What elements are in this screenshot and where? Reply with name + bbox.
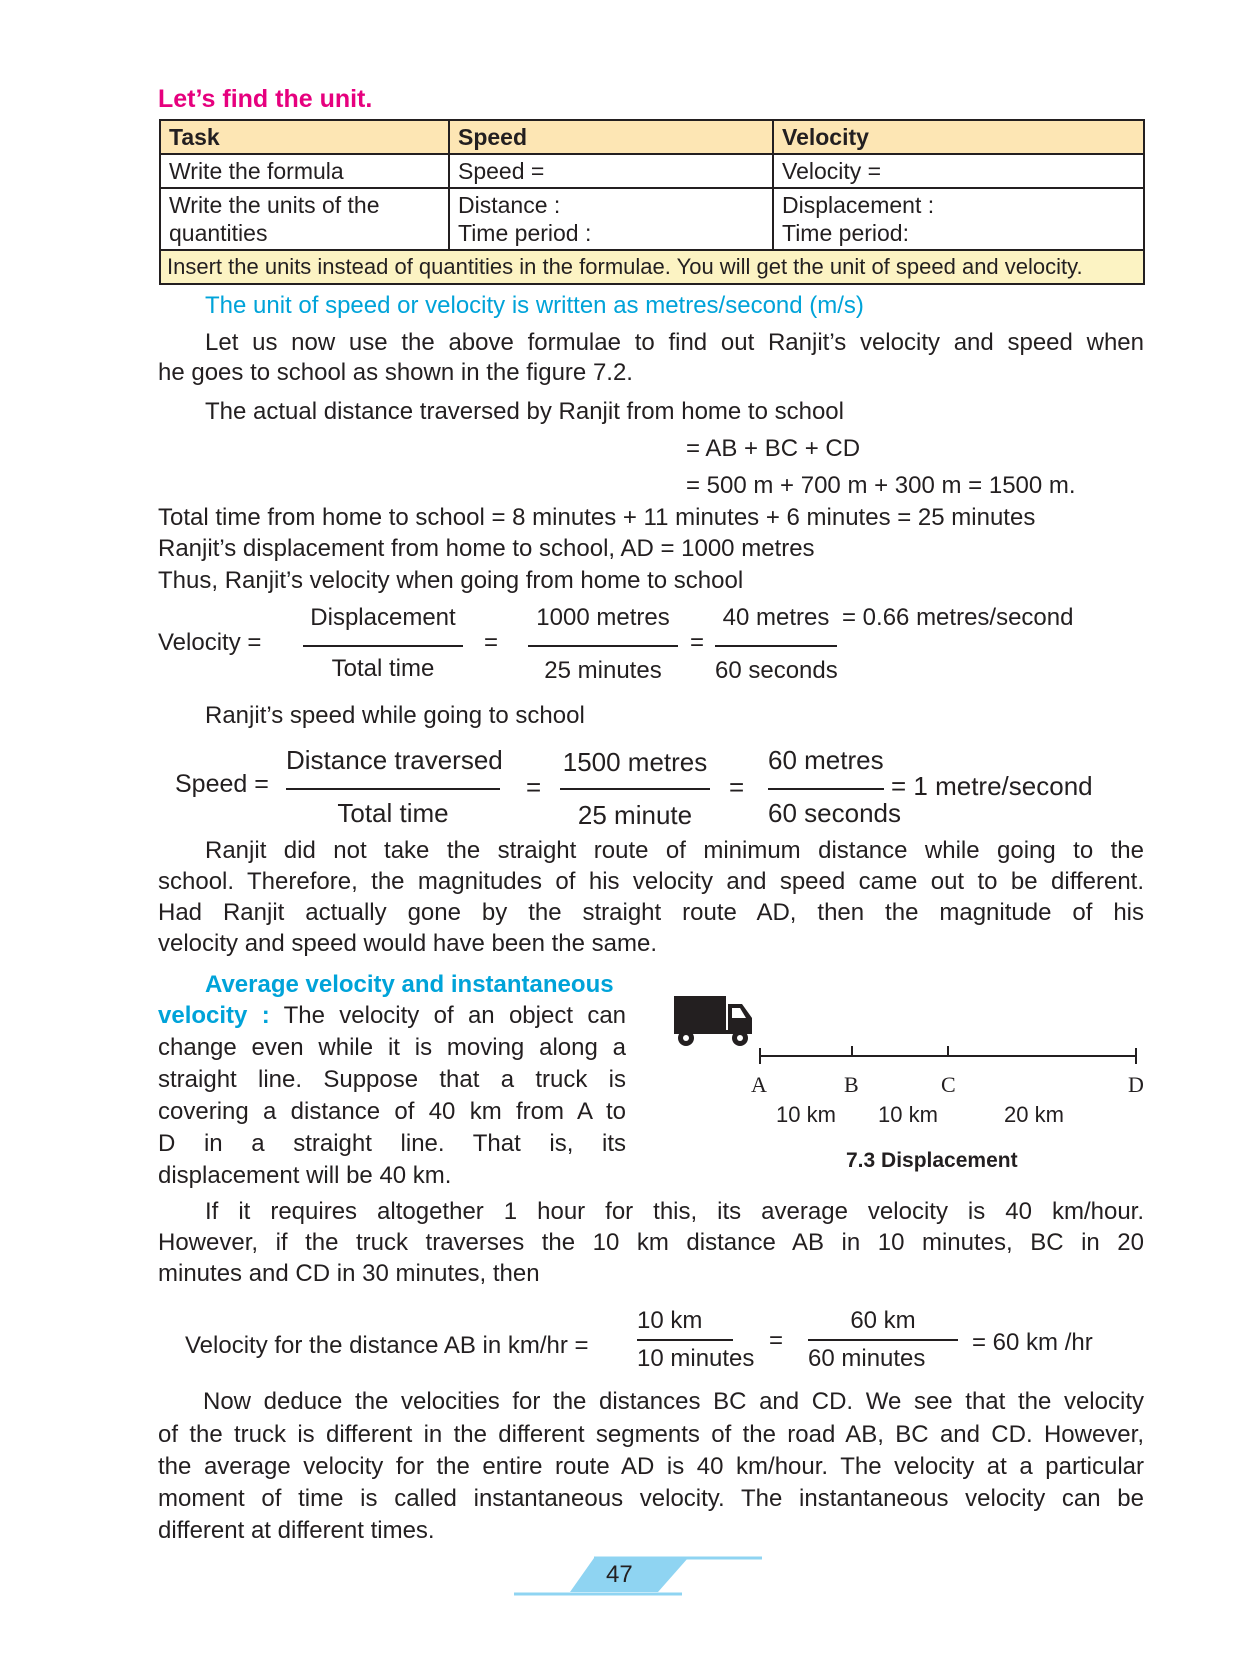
table-note: Insert the units instead of quantities in the formulae. You will get the unit of speed and velocity. — [160, 250, 1144, 284]
paragraph-line: the average velocity for the entire route AD is 40 km/hour. The velocity at a particular — [158, 1453, 1144, 1480]
table-header-cell: Task — [160, 120, 449, 154]
equals-sign: = — [484, 629, 499, 656]
page-number-tab — [512, 1556, 764, 1596]
paragraph-line: Let us now use the above formulae to find out Ranjit’s velocity and speed when — [205, 329, 1144, 356]
point-label-c: C — [941, 1072, 956, 1097]
displacement-line-diagram — [758, 1042, 1138, 1066]
subsection-title-continued: velocity : — [158, 1002, 270, 1029]
fraction-bar — [715, 645, 837, 647]
paragraph-line: school. Therefore, the magnitudes of his velocity and speed came out to be different. — [158, 868, 1144, 895]
paragraph-line — [158, 1001, 626, 1031]
paragraph-line: minutes and CD in 30 minutes, then — [158, 1260, 540, 1287]
fraction-denominator: 25 minute — [577, 800, 693, 830]
table-cell-line: Displacement : — [782, 192, 935, 218]
table-cell — [449, 188, 773, 250]
fraction-numerator: 10 km — [637, 1307, 703, 1334]
paragraph-line: D in a straight line. That is, its — [158, 1130, 626, 1157]
paragraph-line: change even while it is moving along a — [158, 1034, 626, 1061]
segment-label-bc: 10 km — [878, 1102, 938, 1127]
fraction-denominator: 60 minutes — [808, 1345, 926, 1372]
table-row — [160, 154, 1144, 188]
fraction-bar — [286, 788, 500, 790]
distance-equation: = AB + BC + CD — [686, 435, 861, 462]
segment-label-ab: 10 km — [776, 1102, 836, 1127]
thus-line: Thus, Ranjit’s velocity when going from home to school — [158, 567, 744, 594]
table-cell-line: Distance : — [458, 192, 561, 218]
equation-result: = 60 km /hr — [972, 1329, 1093, 1356]
table-cell: Write the formula — [160, 154, 449, 188]
fraction-denominator: Total time — [337, 798, 449, 828]
page-tab-shape — [512, 1556, 764, 1596]
point-label-b: B — [844, 1072, 859, 1097]
table-header-cell: Velocity — [773, 120, 1144, 154]
equals-sign: = — [729, 772, 745, 802]
paragraph-line: Now deduce the velocities for the distances BC and CD. We see that the velocity — [203, 1388, 1144, 1415]
paragraph-line: If it requires altogether 1 hour for this, its average velocity is 40 km/hour. — [205, 1198, 1144, 1225]
fraction-denominator: 25 minutes — [544, 657, 662, 684]
paragraph-line: straight line. Suppose that a truck is — [158, 1066, 626, 1093]
paragraph-line: covering a distance of 40 km from A to — [158, 1098, 626, 1125]
paragraph-text: The velocity of an object can — [283, 1002, 627, 1029]
segment-label-cd: 20 km — [1004, 1102, 1064, 1127]
displacement-figure — [670, 990, 1170, 1180]
fraction-numerator: 40 metres — [722, 604, 830, 631]
equation-label: Speed = — [175, 770, 269, 798]
paragraph-line: displacement will be 40 km. — [158, 1162, 452, 1189]
truck-icon — [672, 994, 756, 1048]
table-note-row — [160, 250, 1144, 284]
equals-sign: = — [690, 629, 705, 656]
figure-caption: 7.3 Displacement — [846, 1149, 1018, 1172]
fraction-denominator: 10 minutes — [637, 1345, 755, 1372]
fraction-denominator: 60 seconds — [768, 798, 901, 828]
paragraph-line: of the truck is different in the different segments of the road AB, BC and CD. However, — [158, 1421, 1144, 1448]
paragraph-line: velocity and speed would have been the same. — [158, 930, 657, 957]
fraction-bar — [768, 788, 884, 790]
table-cell: Write the units of the quantities — [160, 188, 449, 250]
fraction-bar — [637, 1339, 733, 1341]
unit-statement: The unit of speed or velocity is written as metres/second (m/s) — [205, 292, 864, 319]
point-label-d: D — [1128, 1072, 1144, 1097]
table-row — [160, 188, 1144, 250]
paragraph-line: he goes to school as shown in the figure 7.2. — [158, 359, 633, 386]
table-cell: Velocity = — [773, 154, 1144, 188]
table-cell — [773, 188, 1144, 250]
equation-result: = 1 metre/second — [891, 771, 1093, 801]
equation-result: = 0.66 metres/second — [842, 604, 1074, 631]
table-header-row — [160, 120, 1144, 154]
table-cell-line: Time period: — [782, 220, 909, 246]
fraction-numerator: 1500 metres — [562, 747, 708, 777]
displacement-line: Ranjit’s displacement from home to school, AD = 1000 metres — [158, 535, 815, 562]
paragraph-line: Ranjit did not take the straight route of minimum distance while going to the — [205, 837, 1144, 864]
equals-sign: = — [769, 1327, 784, 1354]
fraction-numerator: 60 km — [850, 1307, 916, 1334]
units-table — [159, 119, 1145, 285]
equation-label: Velocity for the distance AB in km/hr = — [185, 1332, 589, 1359]
equals-sign: = — [526, 772, 542, 802]
page-number: 47 — [606, 1561, 633, 1588]
distance-intro: The actual distance traversed by Ranjit from home to school — [205, 398, 844, 425]
paragraph-line: moment of time is called instantaneous velocity. The instantaneous velocity can be — [158, 1485, 1144, 1512]
paragraph-line: However, if the truck traverses the 10 km distance AB in 10 minutes, BC in 20 — [158, 1229, 1144, 1256]
table-header-cell: Speed — [449, 120, 773, 154]
fraction-numerator: 1000 metres — [536, 604, 670, 631]
fraction-bar — [560, 788, 710, 790]
paragraph-line: Had Ranjit actually gone by the straight route AD, then the magnitude of his — [158, 899, 1144, 926]
fraction-bar — [808, 1339, 958, 1341]
paragraph-line: different at different times. — [158, 1517, 435, 1544]
fraction-bar — [303, 645, 463, 647]
fraction-denominator: 60 seconds — [715, 657, 838, 684]
distance-equation: = 500 m + 700 m + 300 m = 1500 m. — [686, 472, 1076, 499]
point-label-a: A — [751, 1072, 767, 1097]
speed-intro: Ranjit’s speed while going to school — [205, 702, 585, 729]
table-cell: Speed = — [449, 154, 773, 188]
fraction-bar — [528, 645, 678, 647]
fraction-numerator: 60 metres — [768, 745, 884, 775]
fraction-numerator: Displacement — [310, 604, 456, 631]
total-time-line: Total time from home to school = 8 minutes + 11 minutes + 6 minutes = 25 minutes — [158, 504, 1036, 531]
equation-label: Velocity = — [158, 629, 262, 656]
fraction-denominator: Total time — [331, 655, 435, 682]
subsection-title: Average velocity and instantaneous — [205, 971, 614, 998]
fraction-numerator: Distance traversed — [286, 745, 503, 775]
table-cell-line: Time period : — [458, 220, 592, 246]
section-heading: Let’s find the unit. — [158, 85, 373, 113]
